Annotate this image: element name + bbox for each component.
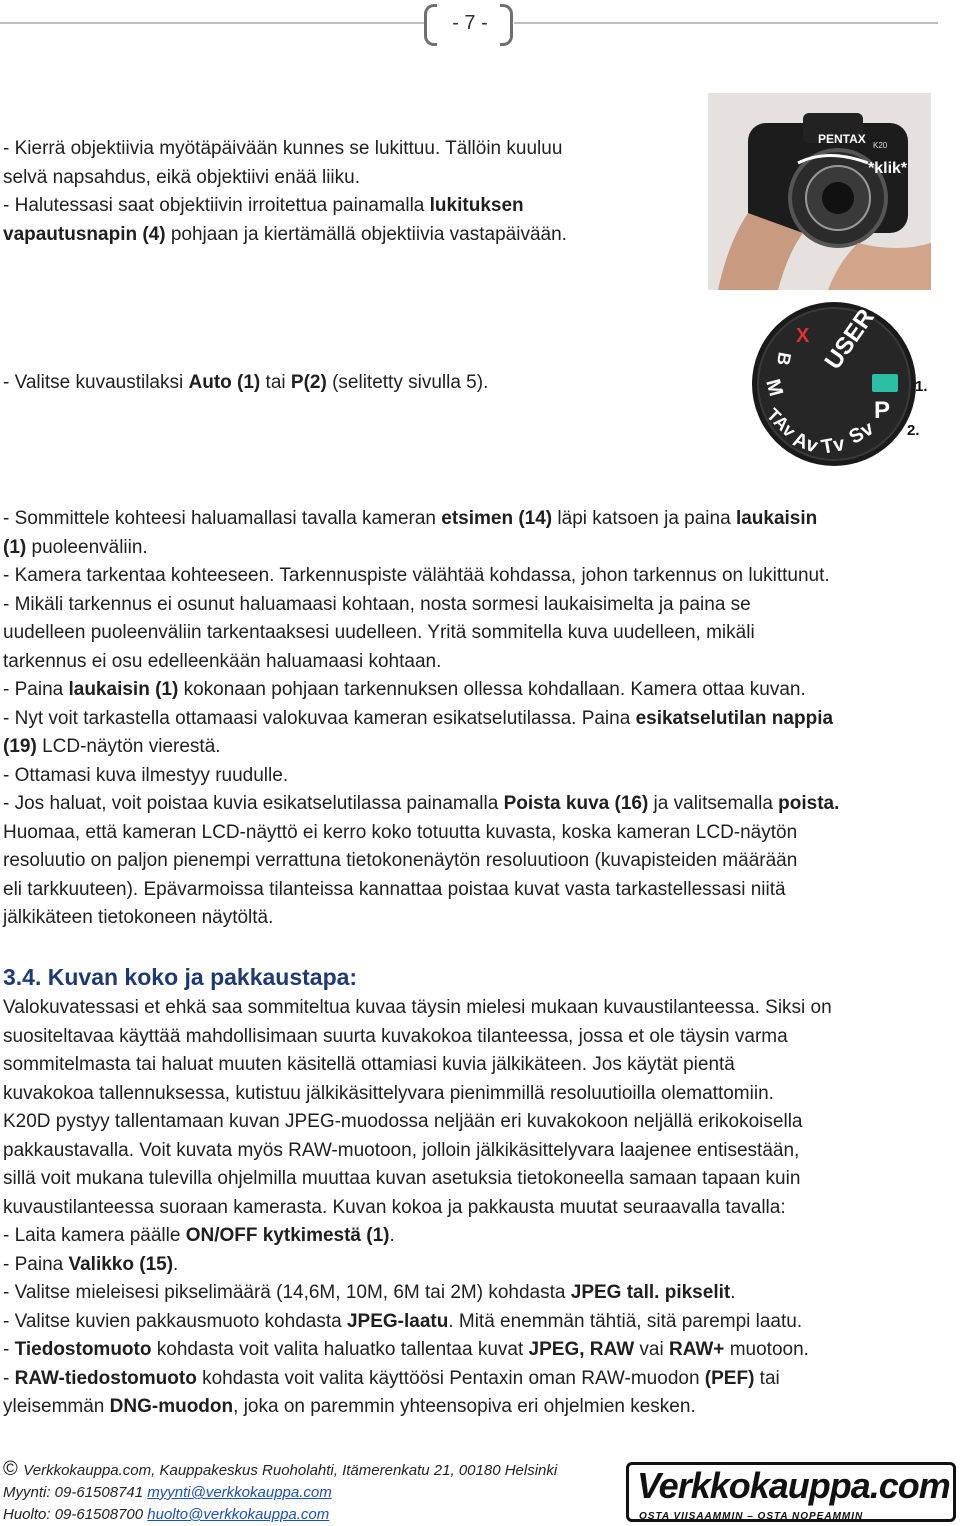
svg-text:M: M xyxy=(761,376,787,399)
text-line: sommitelmasta tai haluat muuten käsitellä ottamiasi kuvia jälkikäteen. Jos käytät pientä xyxy=(3,1054,735,1075)
service-email-link[interactable]: huolto@verkkokauppa.com xyxy=(147,1506,330,1523)
logo-text: Verkkokauppa.com xyxy=(637,1465,950,1506)
text-line: - Paina laukaisin (1) kokonaan pohjaan tarkennuksen ollessa kohdallaan. Kamera ottaa kuvan. xyxy=(3,679,806,700)
footer-contact xyxy=(3,1458,557,1526)
text-line: vapautusnapin (4) pohjaan ja kiertämällä objektiivia vastapäivään. xyxy=(3,223,567,245)
footer-address: © Verkkokauppa.com, Kauppakeskus Ruoholahti, Itämerenkatu 21, 00180 Helsinki xyxy=(3,1458,558,1480)
text-line: - RAW-tiedostomuoto kohdasta voit valita käyttöösi Pentaxin oman RAW-muodon (PEF) tai xyxy=(3,1367,780,1389)
text-line: - Ottamasi kuva ilmestyy ruudulle. xyxy=(3,764,289,786)
text-line: kuvakokoa tallennuksessa, kutistuu jälkikäsittelyvara pienimmillä resoluutioilla olemattomiin. xyxy=(3,1082,774,1104)
text-line: - Tiedostomuoto kohdasta voit valita haluatko tallentaa kuvat JPEG, RAW vai RAW+ muotoon. xyxy=(3,1339,809,1360)
svg-text:PENTAX: PENTAX xyxy=(818,132,866,146)
svg-text:P: P xyxy=(874,397,891,424)
svg-text:K20: K20 xyxy=(873,141,888,150)
text-line: tarkennus ei osu edelleenkään haluamaasi kohtaan. xyxy=(3,650,442,672)
header-rule-left xyxy=(0,22,424,24)
text-line: - Mikäli tarkennus ei osunut haluamaasi kohtaan, nosta sormesi laukaisimelta ja paina se xyxy=(3,593,751,615)
text-line: resoluutio on paljon pienempi verrattuna tietokonenäytön resoluutioon (kuvapisteiden määrään xyxy=(3,850,798,871)
footer-sales: Myynti: 09-61508741 myynti@verkkokauppa.com xyxy=(3,1484,332,1501)
dial-marker-2: 2. xyxy=(907,422,920,439)
image-size-instructions xyxy=(3,994,930,1422)
svg-text:Sv: Sv xyxy=(845,417,878,449)
text-line: yleisemmän DNG-muodon, joka on paremmin yhteensopiva eri ohjelmien kesken. xyxy=(3,1396,696,1417)
focus-instructions xyxy=(3,505,930,933)
section-heading: 3.4. Kuvan koko ja pakkaustapa: xyxy=(3,964,358,990)
svg-text:X: X xyxy=(796,325,810,347)
svg-text:USER: USER xyxy=(819,304,880,375)
text-line: - Valitse kuvien pakkausmuoto kohdasta JPEG-laatu. Mitä enemmän tähtiä, sitä parempi laatu. xyxy=(3,1310,803,1332)
text-line: jälkikäteen tietokoneen näytöltä. xyxy=(3,907,274,928)
sales-email-link[interactable]: myynti@verkkokauppa.com xyxy=(147,1484,332,1501)
text-line: - Valitse mieleisesi pikselimäärä (14,6M, 10M, 6M tai 2M) kohdasta JPEG tall. pikselit. xyxy=(3,1282,736,1303)
text-line: - Paina Valikko (15). xyxy=(3,1253,179,1275)
camera-lens-photo xyxy=(708,93,931,290)
svg-text:Tv: Tv xyxy=(819,432,847,459)
logo-slogan: OSTA VIISAAMMIN – OSTA NOPEAMMIN xyxy=(639,1511,864,1522)
text-line: Valokuvatessasi et ehkä saa sommiteltua kuvaa täysin mielesi mukaan kuvaustilanteessa. Siksi on xyxy=(3,997,832,1018)
text-line: (1) puoleenväliin. xyxy=(3,536,148,558)
lens-mount-instructions xyxy=(3,135,700,249)
svg-text:*klik*: *klik* xyxy=(868,160,908,177)
text-line: - Nyt voit tarkastella ottamaasi valokuvaa kameran esikatselutilassa. Paina esikatselutilan nappia xyxy=(3,707,834,729)
text-line: selvä napsahdus, eikä objektiivi enää liiku. xyxy=(3,166,360,188)
text-line: - Sommittele kohteesi haluamallasi tavalla kameran etsimen (14) läpi katsoen ja paina laukaisin xyxy=(3,508,818,529)
text-line: sillä voit mukana tulevilla ohjelmilla muuttaa kuvan asetuksia tietokoneella samaan tapaan kuin xyxy=(3,1168,801,1189)
dial-marker-1: 1. xyxy=(915,378,928,395)
svg-text:Av: Av xyxy=(789,428,821,458)
text-line: Huomaa, että kameran LCD-näyttö ei kerro koko totuutta kuvasta, koska kameran LCD-näytön xyxy=(3,821,798,843)
text-line: - Valitse kuvaustilaksi Auto (1) tai P(2) (selitetty sivulla 5). xyxy=(3,372,489,393)
text-line: (19) LCD-näytön vierestä. xyxy=(3,736,221,757)
svg-text:B: B xyxy=(772,350,795,367)
footer-service: Huolto: 09-61508700 huolto@verkkokauppa.com xyxy=(3,1506,330,1523)
header-rule-right xyxy=(514,22,938,24)
page-number: - 7 - xyxy=(452,12,488,34)
mode-dial-image xyxy=(752,300,942,470)
text-line: eli tarkkuuteen). Epävarmoissa tilanteissa kannattaa poistaa kuvat vasta tarkastellessasi niitä xyxy=(3,878,786,900)
text-line: K20D pystyy tallentamaan kuvan JPEG-muodossa neljään eri kuvakokoon neljällä erikokoisella xyxy=(3,1111,803,1132)
text-line: suositeltavaa käyttää mahdollisimaan suurta kuvakokoa tilanteessa, jossa et ole täysin varma xyxy=(3,1025,788,1047)
text-line: - Kamera tarkentaa kohteeseen. Tarkennuspiste välähtää kohdassa, johon tarkennus on lukittunut. xyxy=(3,565,830,586)
text-line: kuvaustilanteessa suoraan kamerasta. Kuvan kokoa ja pakkausta muutat seuraavalla tavalla: xyxy=(3,1196,786,1218)
copyright-icon: © xyxy=(3,1458,24,1480)
text-line: pakkaustavalla. Voit kuvata myös RAW-muotoon, jolloin jälkikäsittelyvara laajenee entisestään, xyxy=(3,1139,800,1161)
text-line: - Laita kamera päälle ON/OFF kytkimestä (1). xyxy=(3,1225,395,1246)
text-line: - Jos haluat, voit poistaa kuvia esikatselutilassa painamalla Poista kuva (16) ja valitsemalla poista. xyxy=(3,793,840,814)
dial-indicator xyxy=(872,374,898,392)
text-line: uudelleen puoleenväliin tarkentaaksesi uudelleen. Yritä sommitella kuva uudelleen, mikäli xyxy=(3,622,755,643)
svg-text:TAv: TAv xyxy=(762,404,800,442)
text-line: - Halutessasi saat objektiivin irroitettua painamalla lukituksen xyxy=(3,195,524,216)
text-line: - Kierrä objektiivia myötäpäivään kunnes se lukittuu. Tällöin kuuluu xyxy=(3,138,563,159)
verkkokauppa-logo xyxy=(626,1462,956,1522)
